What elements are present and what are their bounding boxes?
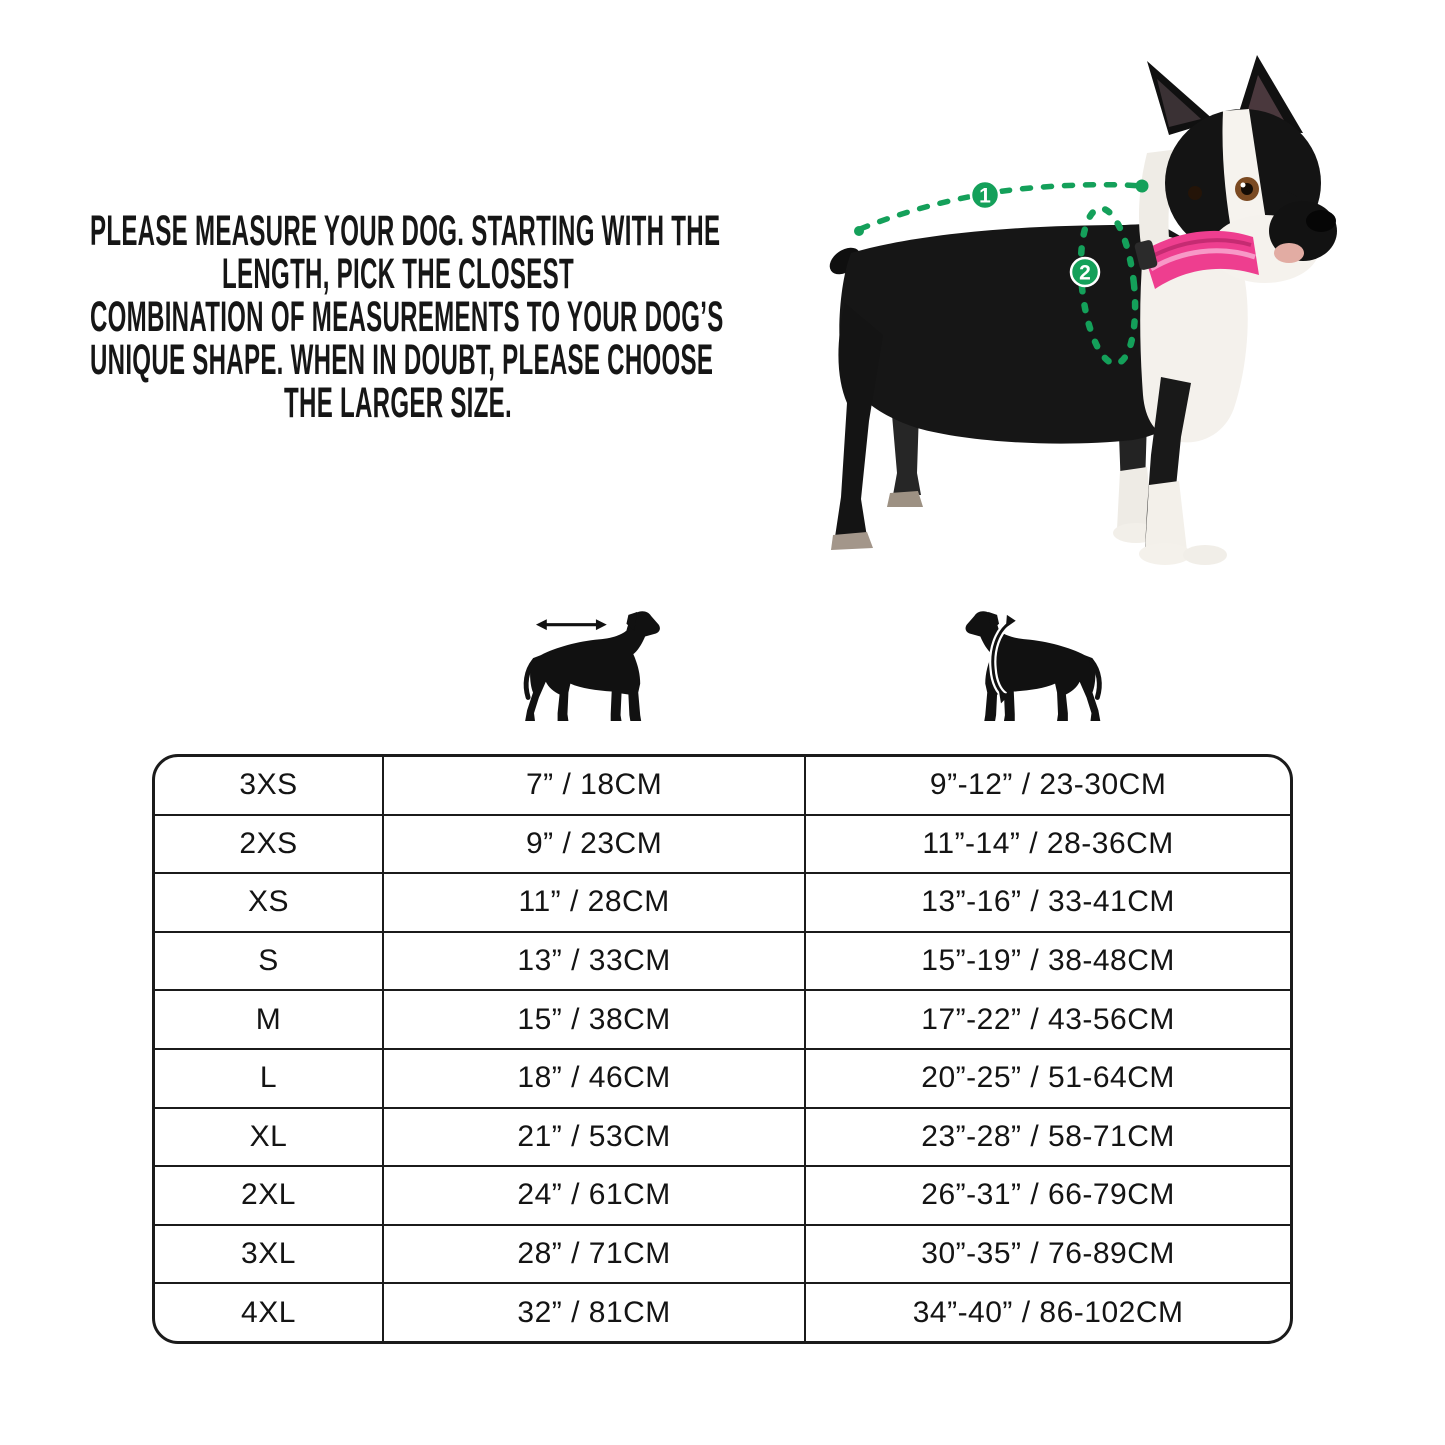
- table-row: [155, 814, 1290, 873]
- girth-value: 15”-19” / 38-48CM: [804, 933, 1290, 990]
- girth-value: 17”-22” / 43-56CM: [804, 991, 1290, 1048]
- table-row: [155, 1107, 1290, 1166]
- girth-value: 13”-16” / 33-41CM: [804, 874, 1290, 931]
- length-value: 18” / 46CM: [382, 1050, 804, 1107]
- length-measure-line: [860, 185, 1141, 229]
- table-row: [155, 931, 1290, 990]
- instruction-line: PLEASE MEASURE YOUR DOG. STARTING WITH THE: [90, 207, 721, 255]
- girth-value: 26”-31” / 66-79CM: [804, 1167, 1290, 1224]
- girth-value: 9”-12” / 23-30CM: [804, 757, 1290, 814]
- dog-length-arrow-icon: [522, 606, 664, 724]
- instruction-line: THE LARGER SIZE.: [284, 379, 512, 427]
- girth-value: 20”-25” / 51-64CM: [804, 1050, 1290, 1107]
- length-line-start-dot: [854, 226, 864, 236]
- length-value: 11” / 28CM: [382, 874, 804, 931]
- table-row: [155, 1048, 1290, 1107]
- length-value: 32” / 81CM: [382, 1284, 804, 1341]
- dog-girth-arrow-icon: [956, 606, 1104, 724]
- boston-terrier-illustration: [825, 55, 1337, 565]
- girth-value: 11”-14” / 28-36CM: [804, 816, 1290, 873]
- girth-value: 30”-35” / 76-89CM: [804, 1226, 1290, 1283]
- size-table: [152, 754, 1293, 1344]
- size-label: 3XL: [241, 1237, 296, 1271]
- size-label: M: [255, 1002, 282, 1036]
- size-label: 2XS: [239, 826, 298, 860]
- size-label: XS: [247, 885, 290, 919]
- size-label: XL: [249, 1119, 288, 1153]
- table-row: [155, 1165, 1290, 1224]
- girth-value: 23”-28” / 58-71CM: [804, 1109, 1290, 1166]
- length-value: 21” / 53CM: [382, 1109, 804, 1166]
- measuring-instructions: [90, 207, 724, 427]
- table-row: [155, 872, 1290, 931]
- length-marker-number: 1: [979, 184, 991, 208]
- table-row: [155, 1282, 1290, 1341]
- length-marker-badge: [971, 181, 999, 209]
- girth-value: 34”-40” / 86-102CM: [804, 1284, 1290, 1341]
- length-value: 24” / 61CM: [382, 1167, 804, 1224]
- size-label: L: [259, 1061, 278, 1095]
- instruction-line: LENGTH, PICK THE CLOSEST: [222, 250, 574, 298]
- length-arrow: [536, 619, 607, 630]
- table-row: [155, 757, 1290, 814]
- dog-photo: [795, 35, 1407, 567]
- length-value: 28” / 71CM: [382, 1226, 804, 1283]
- size-label: S: [258, 944, 279, 978]
- size-label: 4XL: [241, 1295, 296, 1329]
- instruction-line: COMBINATION OF MEASUREMENTS TO YOUR DOG’S: [90, 293, 724, 341]
- length-line-end-dot: [1136, 180, 1149, 193]
- length-value: 9” / 23CM: [382, 816, 804, 873]
- instruction-line: UNIQUE SHAPE. WHEN IN DOUBT, PLEASE CHOOSE: [90, 336, 714, 384]
- girth-marker-number: 2: [1079, 261, 1091, 285]
- size-label: 2XL: [241, 1178, 296, 1212]
- girth-marker-badge: [1071, 258, 1099, 286]
- length-value: 13” / 33CM: [382, 933, 804, 990]
- size-label: 3XS: [239, 768, 298, 802]
- table-row: [155, 989, 1290, 1048]
- length-value: 15” / 38CM: [382, 991, 804, 1048]
- table-row: [155, 1224, 1290, 1283]
- length-value: 7” / 18CM: [382, 757, 804, 814]
